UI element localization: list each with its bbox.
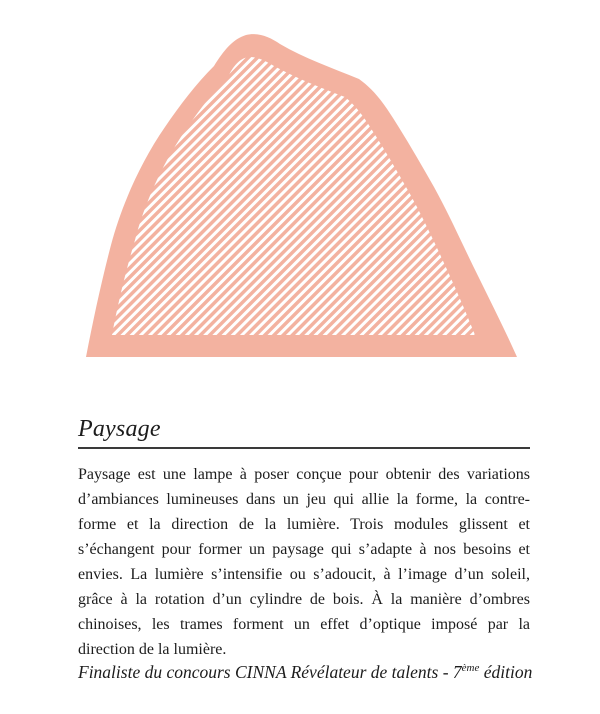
- page-title: Paysage: [78, 416, 161, 442]
- title-block: [78, 414, 530, 444]
- paragraph-line: envies. La lumière s’intensifie ou s’adoucit, à l’image d’un soleil,: [78, 566, 530, 583]
- award-superscript: ème: [461, 662, 480, 675]
- award-text: Finaliste du concours CINNA Révélateur de talents - 7: [78, 662, 462, 682]
- paragraph-line: s’échangent pour former un paysage qui s’adapte à nos besoins et: [78, 541, 530, 558]
- paragraph-line: Paysage est une lampe à poser conçue pour obtenir des variations: [78, 466, 530, 483]
- description-paragraph: [78, 462, 530, 662]
- award-text-suffix: édition: [479, 662, 533, 682]
- paragraph-line: grâce à la rotation d’un cylindre de bois. À la manière d’ombres: [78, 591, 530, 608]
- award-note: [78, 660, 548, 685]
- paragraph-line: direction de la lumière.: [78, 641, 227, 658]
- title-rule: [78, 447, 530, 449]
- paragraph-line: chinoises, les trames forment un effet d’optique imposé par la: [78, 616, 530, 633]
- paragraph-line: forme et la direction de la lumière. Trois modules glissent et: [78, 516, 530, 533]
- paragraph-line: d’ambiances lumineuses dans un jeu qui allie la forme, la contre-: [78, 491, 530, 508]
